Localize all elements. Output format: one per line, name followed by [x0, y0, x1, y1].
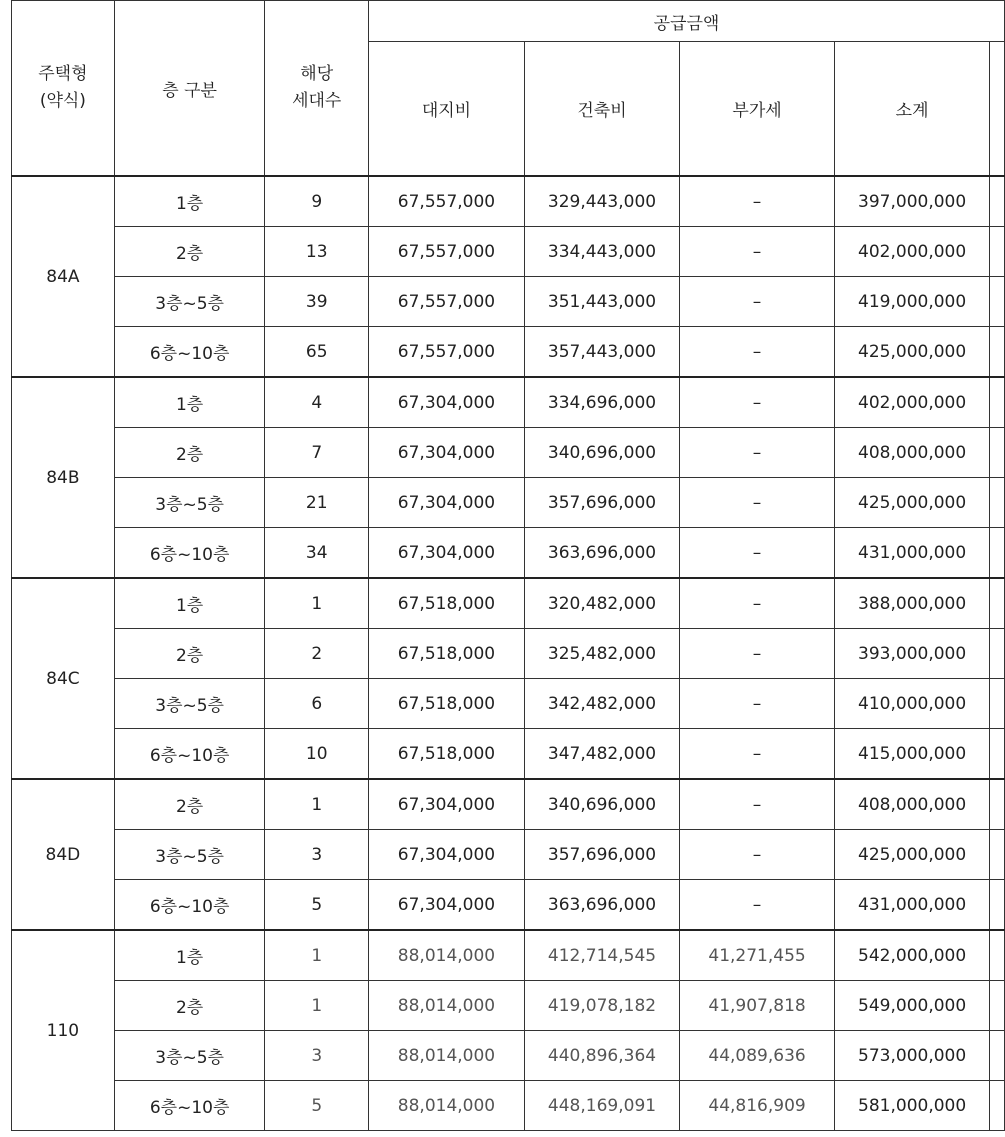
extra-cell	[990, 981, 1005, 1031]
table-row	[12, 528, 1005, 579]
floor-cell: 6층~10층	[114, 327, 265, 378]
table-row	[12, 428, 1005, 478]
floor-cell: 2층	[114, 629, 265, 679]
floor-cell: 2층	[114, 779, 265, 830]
type-cell: 84B	[12, 377, 115, 578]
building-cost-cell: 342,482,000	[524, 679, 679, 729]
extra-cell	[990, 880, 1005, 931]
floor-cell: 2층	[114, 428, 265, 478]
extra-cell	[990, 629, 1005, 679]
vat-cell: –	[680, 227, 835, 277]
table-row	[12, 578, 1005, 629]
vat-cell: –	[680, 176, 835, 227]
vat-cell: –	[680, 830, 835, 880]
subtotal-cell: 393,000,000	[835, 629, 990, 679]
land-cost-cell: 88,014,000	[368, 1031, 524, 1081]
header-floor: 층 구분	[114, 1, 265, 177]
subtotal-cell: 388,000,000	[835, 578, 990, 629]
units-cell: 3	[265, 1031, 369, 1081]
land-cost-cell: 67,304,000	[368, 428, 524, 478]
land-cost-cell: 67,518,000	[368, 679, 524, 729]
floor-cell: 1층	[114, 176, 265, 227]
table-row	[12, 277, 1005, 327]
land-cost-cell: 67,304,000	[368, 779, 524, 830]
header-supply-amount: 공급금액	[368, 1, 1004, 42]
header-extra-cell	[990, 42, 1005, 177]
extra-cell	[990, 327, 1005, 378]
extra-cell	[990, 528, 1005, 579]
building-cost-cell: 329,443,000	[524, 176, 679, 227]
type-cell: 84A	[12, 176, 115, 377]
vat-cell: –	[680, 327, 835, 378]
header-building: 건축비	[524, 42, 679, 177]
table-row	[12, 629, 1005, 679]
vat-cell: 41,907,818	[680, 981, 835, 1031]
vat-cell: –	[680, 428, 835, 478]
building-cost-cell: 325,482,000	[524, 629, 679, 679]
units-cell: 5	[265, 1081, 369, 1131]
building-cost-cell: 448,169,091	[524, 1081, 679, 1131]
units-cell: 3	[265, 830, 369, 880]
land-cost-cell: 67,304,000	[368, 478, 524, 528]
floor-cell: 3층~5층	[114, 478, 265, 528]
vat-cell: –	[680, 478, 835, 528]
subtotal-cell: 397,000,000	[835, 176, 990, 227]
units-cell: 21	[265, 478, 369, 528]
table-row	[12, 830, 1005, 880]
units-cell: 1	[265, 779, 369, 830]
table-row	[12, 377, 1005, 428]
building-cost-cell: 320,482,000	[524, 578, 679, 629]
subtotal-cell: 549,000,000	[835, 981, 990, 1031]
vat-cell: –	[680, 377, 835, 428]
floor-cell: 1층	[114, 578, 265, 629]
table-row	[12, 1031, 1005, 1081]
subtotal-cell: 431,000,000	[835, 528, 990, 579]
table-row	[12, 779, 1005, 830]
building-cost-cell: 363,696,000	[524, 528, 679, 579]
land-cost-cell: 88,014,000	[368, 1081, 524, 1131]
subtotal-cell: 573,000,000	[835, 1031, 990, 1081]
type-cell: 84D	[12, 779, 115, 930]
building-cost-cell: 357,696,000	[524, 830, 679, 880]
extra-cell	[990, 377, 1005, 428]
building-cost-cell: 440,896,364	[524, 1031, 679, 1081]
units-cell: 1	[265, 981, 369, 1031]
subtotal-cell: 408,000,000	[835, 428, 990, 478]
table-row	[12, 1081, 1005, 1131]
table-row	[12, 981, 1005, 1031]
extra-cell	[990, 830, 1005, 880]
table-row	[12, 880, 1005, 931]
vat-cell: –	[680, 729, 835, 780]
units-cell: 2	[265, 629, 369, 679]
vat-cell: 44,089,636	[680, 1031, 835, 1081]
extra-cell	[990, 779, 1005, 830]
vat-cell: –	[680, 528, 835, 579]
subtotal-cell: 415,000,000	[835, 729, 990, 780]
floor-cell: 1층	[114, 377, 265, 428]
subtotal-cell: 408,000,000	[835, 779, 990, 830]
table-row	[12, 327, 1005, 378]
subtotal-cell: 410,000,000	[835, 679, 990, 729]
header-land: 대지비	[368, 42, 524, 177]
supply-price-table	[11, 0, 1005, 1131]
floor-cell: 3층~5층	[114, 1031, 265, 1081]
extra-cell	[990, 227, 1005, 277]
land-cost-cell: 67,304,000	[368, 528, 524, 579]
building-cost-cell: 347,482,000	[524, 729, 679, 780]
subtotal-cell: 425,000,000	[835, 478, 990, 528]
building-cost-cell: 340,696,000	[524, 779, 679, 830]
land-cost-cell: 67,557,000	[368, 327, 524, 378]
land-cost-cell: 67,557,000	[368, 227, 524, 277]
subtotal-cell: 419,000,000	[835, 277, 990, 327]
land-cost-cell: 67,518,000	[368, 729, 524, 780]
header-subtotal: 소계	[835, 42, 990, 177]
land-cost-cell: 67,304,000	[368, 880, 524, 931]
floor-cell: 3층~5층	[114, 277, 265, 327]
vat-cell: 44,816,909	[680, 1081, 835, 1131]
floor-cell: 6층~10층	[114, 528, 265, 579]
building-cost-cell: 357,443,000	[524, 327, 679, 378]
floor-cell: 2층	[114, 981, 265, 1031]
vat-cell: –	[680, 880, 835, 931]
units-cell: 10	[265, 729, 369, 780]
units-cell: 13	[265, 227, 369, 277]
extra-cell	[990, 578, 1005, 629]
units-cell: 65	[265, 327, 369, 378]
units-cell: 7	[265, 428, 369, 478]
building-cost-cell: 419,078,182	[524, 981, 679, 1031]
land-cost-cell: 67,518,000	[368, 629, 524, 679]
floor-cell: 3층~5층	[114, 830, 265, 880]
building-cost-cell: 412,714,545	[524, 930, 679, 981]
vat-cell: –	[680, 578, 835, 629]
extra-cell	[990, 729, 1005, 780]
subtotal-cell: 542,000,000	[835, 930, 990, 981]
extra-cell	[990, 1031, 1005, 1081]
units-cell: 1	[265, 930, 369, 981]
units-cell: 5	[265, 880, 369, 931]
extra-cell	[990, 428, 1005, 478]
subtotal-cell: 402,000,000	[835, 377, 990, 428]
units-cell: 6	[265, 679, 369, 729]
table-row	[12, 930, 1005, 981]
table-row	[12, 478, 1005, 528]
building-cost-cell: 334,443,000	[524, 227, 679, 277]
vat-cell: –	[680, 277, 835, 327]
land-cost-cell: 88,014,000	[368, 930, 524, 981]
land-cost-cell: 67,557,000	[368, 176, 524, 227]
subtotal-cell: 431,000,000	[835, 880, 990, 931]
land-cost-cell: 88,014,000	[368, 981, 524, 1031]
vat-cell: 41,271,455	[680, 930, 835, 981]
units-cell: 1	[265, 578, 369, 629]
floor-cell: 2층	[114, 227, 265, 277]
building-cost-cell: 351,443,000	[524, 277, 679, 327]
building-cost-cell: 357,696,000	[524, 478, 679, 528]
table-row	[12, 227, 1005, 277]
building-cost-cell: 340,696,000	[524, 428, 679, 478]
subtotal-cell: 581,000,000	[835, 1081, 990, 1131]
building-cost-cell: 363,696,000	[524, 880, 679, 931]
extra-cell	[990, 1081, 1005, 1131]
units-cell: 34	[265, 528, 369, 579]
header-vat: 부가세	[680, 42, 835, 177]
floor-cell: 6층~10층	[114, 880, 265, 931]
table-row	[12, 176, 1005, 227]
building-cost-cell: 334,696,000	[524, 377, 679, 428]
units-cell: 39	[265, 277, 369, 327]
extra-cell	[990, 679, 1005, 729]
land-cost-cell: 67,518,000	[368, 578, 524, 629]
vat-cell: –	[680, 679, 835, 729]
extra-cell	[990, 277, 1005, 327]
type-cell: 84C	[12, 578, 115, 779]
table-row	[12, 729, 1005, 780]
subtotal-cell: 425,000,000	[835, 327, 990, 378]
land-cost-cell: 67,304,000	[368, 377, 524, 428]
land-cost-cell: 67,304,000	[368, 830, 524, 880]
extra-cell	[990, 478, 1005, 528]
table-row	[12, 679, 1005, 729]
vat-cell: –	[680, 629, 835, 679]
units-cell: 4	[265, 377, 369, 428]
extra-cell	[990, 176, 1005, 227]
land-cost-cell: 67,557,000	[368, 277, 524, 327]
subtotal-cell: 402,000,000	[835, 227, 990, 277]
subtotal-cell: 425,000,000	[835, 830, 990, 880]
floor-cell: 1층	[114, 930, 265, 981]
header-type: 주택형 (약식)	[12, 1, 115, 177]
type-cell: 110	[12, 930, 115, 1131]
floor-cell: 3층~5층	[114, 679, 265, 729]
floor-cell: 6층~10층	[114, 729, 265, 780]
extra-cell	[990, 930, 1005, 981]
header-units: 해당 세대수	[265, 1, 369, 177]
floor-cell: 6층~10층	[114, 1081, 265, 1131]
units-cell: 9	[265, 176, 369, 227]
vat-cell: –	[680, 779, 835, 830]
